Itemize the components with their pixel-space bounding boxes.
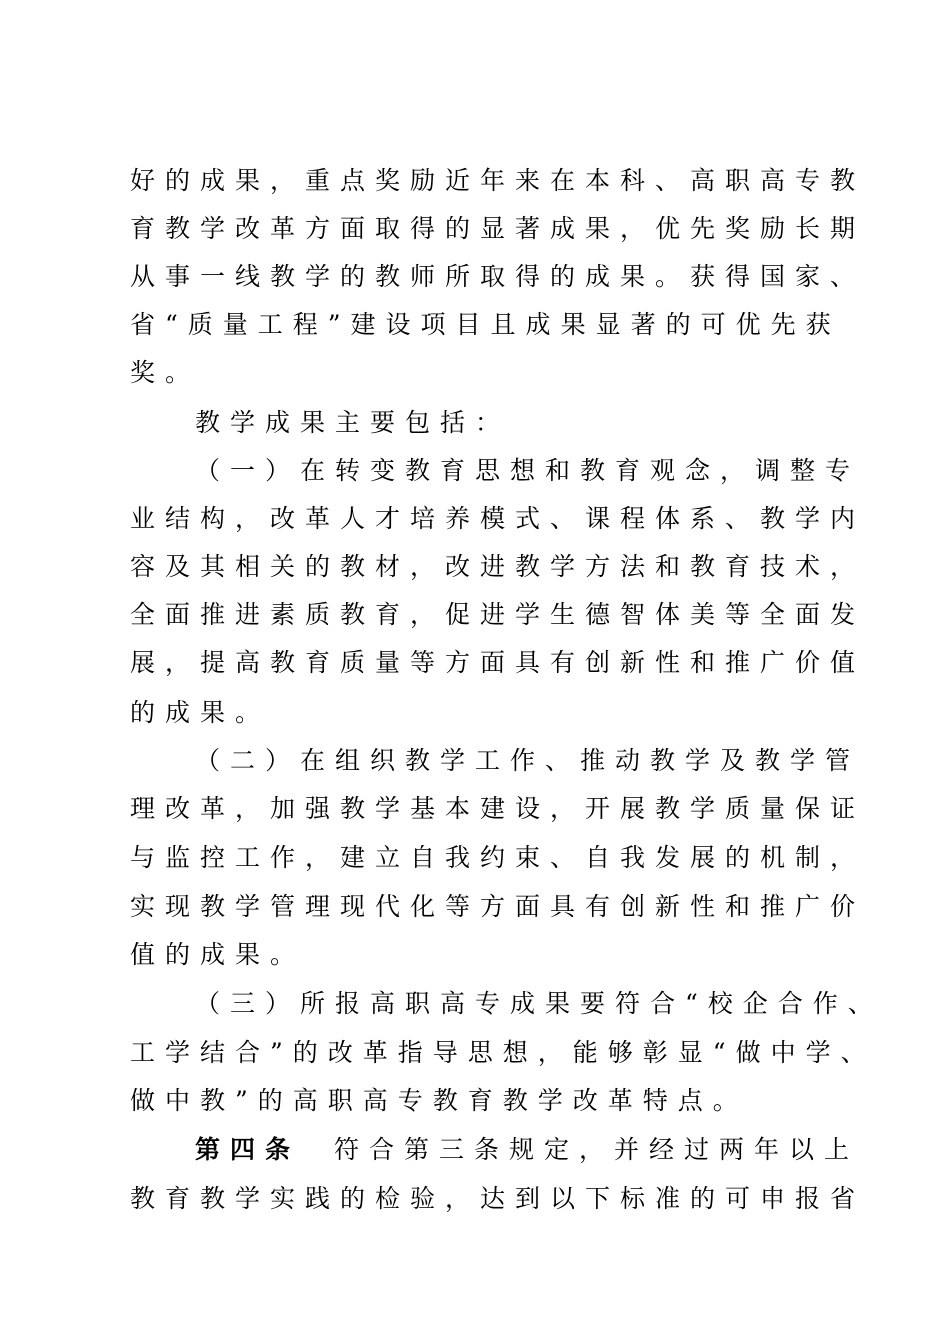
text-line: 业结构，改革人才培养模式、课程体系、教学内	[130, 504, 866, 533]
text-line: 理改革，加强教学基本建设，开展教学质量保证	[130, 794, 866, 823]
text-line: 容及其相关的教材，改进教学方法和教育技术，	[130, 552, 866, 581]
text-line: 好的成果，重点奖励近年来在本科、高职高专教	[130, 166, 866, 195]
section-intro: 教学成果主要包括：	[195, 408, 511, 437]
paragraph-3-first-line: （三）所报高职高专成果要符合“校企合作、	[195, 989, 883, 1018]
text-line: 值的成果。	[130, 940, 306, 969]
text-line: 省“质量工程”建设项目且成果显著的可优先获	[130, 310, 841, 339]
paragraph-2-first-line: （二）在组织教学工作、推动教学及教学管	[195, 746, 861, 775]
text-line: 实现教学管理现代化等方面具有创新性和推广价	[130, 892, 866, 921]
text-line: 全面推进素质教育，促进学生德智体美等全面发	[130, 600, 866, 629]
text-line: 做中教”的高职高专教育教学改革特点。	[130, 1086, 748, 1115]
text-line: 的成果。	[130, 698, 271, 727]
text-line: 奖。	[130, 358, 201, 387]
article-4-label: 第四条	[195, 1135, 301, 1164]
article-4-text: 符合第三条规定，并经过两年以上	[334, 1135, 860, 1164]
text-line: 展，提高教育质量等方面具有创新性和推广价值	[130, 648, 866, 677]
article-4-line	[195, 1135, 860, 1165]
article-4-continuation: 教育教学实践的检验，达到以下标准的可申报省	[130, 1184, 866, 1213]
text-line: 育教学改革方面取得的显著成果，优先奖励长期	[130, 214, 866, 243]
text-line: 从事一线教学的教师所取得的成果。获得国家、	[130, 262, 866, 291]
text-line: 与监控工作，建立自我约束、自我发展的机制，	[130, 843, 866, 872]
paragraph-1-first-line: （一）在转变教育思想和教育观念，调整专	[195, 456, 861, 485]
text-line: 工学结合”的改革指导思想，能够彰显“做中学、	[130, 1038, 876, 1067]
